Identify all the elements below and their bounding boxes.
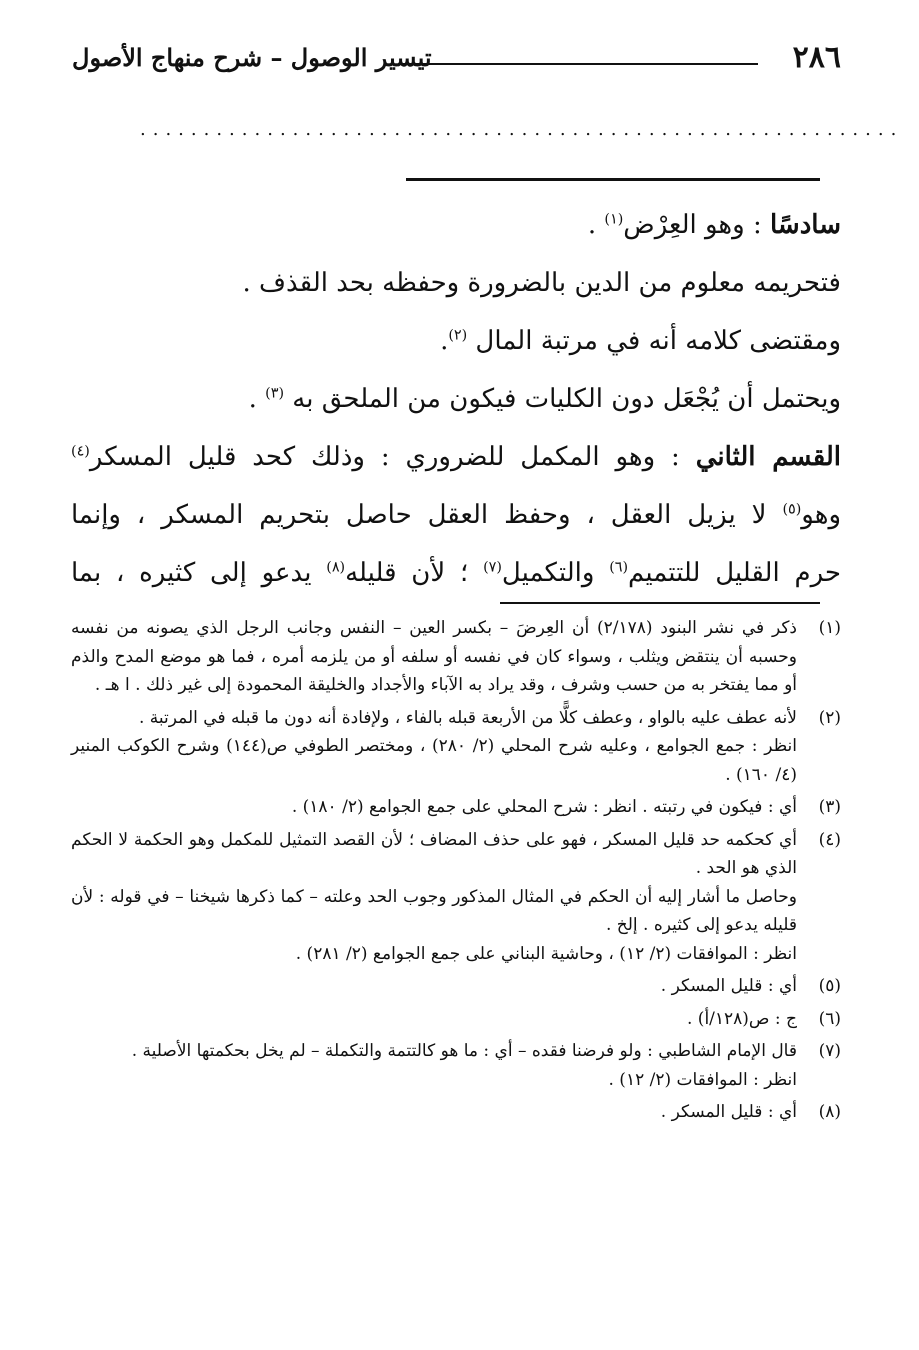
footnote-number: (٨) [818, 1102, 841, 1122]
ref-2: (٢) [448, 327, 468, 344]
footnote-number: (١) [818, 618, 841, 638]
footnote-text: أي : قليل المسكر . [660, 976, 797, 996]
footnotes [71, 614, 841, 1131]
footnote-number: (٣) [818, 797, 841, 817]
main-line-5-text: : وهو المكمل للضروري : وذلك كحد قليل المسكر [89, 442, 696, 472]
main-line-3-text: ومقتضى كلامه أنه في مرتبة المال [467, 326, 841, 356]
footnote-number: (٢) [818, 707, 841, 728]
main-line-4 [71, 370, 841, 428]
footnote-5 [71, 972, 841, 1001]
page-number: ٢٨٦ [792, 40, 841, 75]
footnote-text: انظر : الموافقات (٢/ ١٢) . [608, 1069, 797, 1090]
footnote-text: وحاصل ما أشار إليه أن الحكم في المثال المذكور وجوب الحد وعلته – كما ذكرها شيخنا – في قوله : لأن قليله يدعو إلى كثيره . إلخ . [71, 886, 797, 935]
main-line-7 [71, 544, 841, 602]
heading-sixth: سادسًا [770, 210, 841, 240]
heading-second-section: القسم الثاني [695, 442, 842, 472]
footnote-6 [71, 1005, 841, 1034]
footnote-7 [71, 1037, 841, 1094]
footnote-4 [71, 826, 841, 969]
ref-8: (٨) [326, 559, 346, 576]
footnote-rule [500, 602, 820, 604]
main-line-6-b: لا يزيل العقل ، وحفظ العقل حاصل بتحريم المسكر ، وإنما [71, 500, 783, 530]
header-rule [398, 63, 758, 65]
footnote-text: انظر : جمع الجوامع ، وعليه شرح المحلي (٢/ ٢٨٠) ، ومختصر الطوفي ص(١٤٤) وشرح الكوكب المنير (٤/ ١٦٠) . [71, 736, 797, 785]
main-line-1 [71, 196, 841, 254]
footnote-text: ذكر في نشر البنود (٢/١٧٨) أن العِرضَ – بكسر العين – النفس وجانب الرجل الذي يصونه من نفسه وحسبه أن ينتقض ويثلب ، وسواء كان في نفسه أو سلفه أو من يلزمه أمره ، فما هو موضع المدح والذم أو مما يفتخر به من حسب وشرف ، وقد يراد به الآباء والأجداد والخليقة المحمودة إلى غير ذلك . ا هـ . [71, 618, 797, 695]
main-line-1-text: : وهو العِرْض [623, 210, 770, 240]
footnote-number: (٦) [818, 1008, 841, 1029]
book-title: تيسير الوصول – شرح منهاج الأصول [72, 43, 432, 72]
footnote-text: أي : فيكون في رتبته . انظر : شرح المحلي على جمع الجوامع (٢/ ١٨٠) . [291, 797, 797, 817]
main-line-2: فتحريمه معلوم من الدين بالضرورة وحفظه بحد القذف . [242, 268, 841, 298]
ref-1: (١) [604, 211, 624, 228]
main-line-3 [71, 312, 841, 370]
main-line-5 [71, 428, 841, 486]
upper-rule [406, 178, 820, 181]
main-line-7-b: والتكميل [501, 558, 610, 588]
separator-dots: ............................................................ [140, 119, 904, 140]
main-line-6 [71, 486, 841, 544]
footnote-text: لأنه عطف عليه بالواو ، وعطف كلًّا من الأربعة قبله بالفاء ، ولإفادة أنه دون ما قبله في المرتبة . [138, 707, 797, 728]
footnote-text: انظر : الموافقات (٢/ ١٢) ، وحاشية البناني على جمع الجوامع (٢/ ٢٨١) . [295, 943, 797, 964]
footnote-3 [71, 793, 841, 822]
main-line-1-end: . [587, 210, 605, 240]
main-line-3-end: . [440, 326, 449, 356]
footnote-text: ج : ص(١٢٨/أ) . [687, 1008, 797, 1029]
footnote-number: (٧) [818, 1041, 841, 1061]
footnote-2 [71, 704, 841, 790]
ref-6: (٦) [609, 559, 629, 576]
main-line-7-a: حرم القليل للتتميم [628, 558, 841, 588]
footnote-8 [71, 1098, 841, 1127]
ref-5: (٥) [782, 501, 802, 518]
ref-7: (٧) [483, 559, 502, 576]
main-line-7-c: ؛ لأن قليله [345, 558, 484, 588]
ref-3: (٣) [265, 385, 285, 402]
footnote-number: (٥) [818, 976, 841, 996]
footnote-text: أي : قليل المسكر . [660, 1102, 797, 1122]
main-line-6-a: وهو [801, 500, 841, 530]
main-line-7-d: يدعو إلى كثيره ، بما [71, 558, 327, 588]
footnote-text: أي كحكمه حد قليل المسكر ، فهو على حذف المضاف ؛ لأن القصد التمثيل للمكمل وهو الحكمة لا الحكم الذي هو الحد . [71, 829, 797, 878]
footnote-number: (٤) [818, 829, 841, 850]
footnote-text: قال الإمام الشاطبي : ولو فرضنا فقده – أي : ما هو كالتتمة والتكملة – لم يخل بحكمتها الأصلية . [131, 1041, 797, 1061]
ref-4: (٤) [71, 443, 90, 460]
main-text [71, 196, 841, 602]
footnote-1 [71, 614, 841, 700]
main-line-4-text: ويحتمل أن يُجْعَل دون الكليات فيكون من الملحق به [284, 384, 841, 414]
main-line-4-end: . [248, 384, 266, 414]
